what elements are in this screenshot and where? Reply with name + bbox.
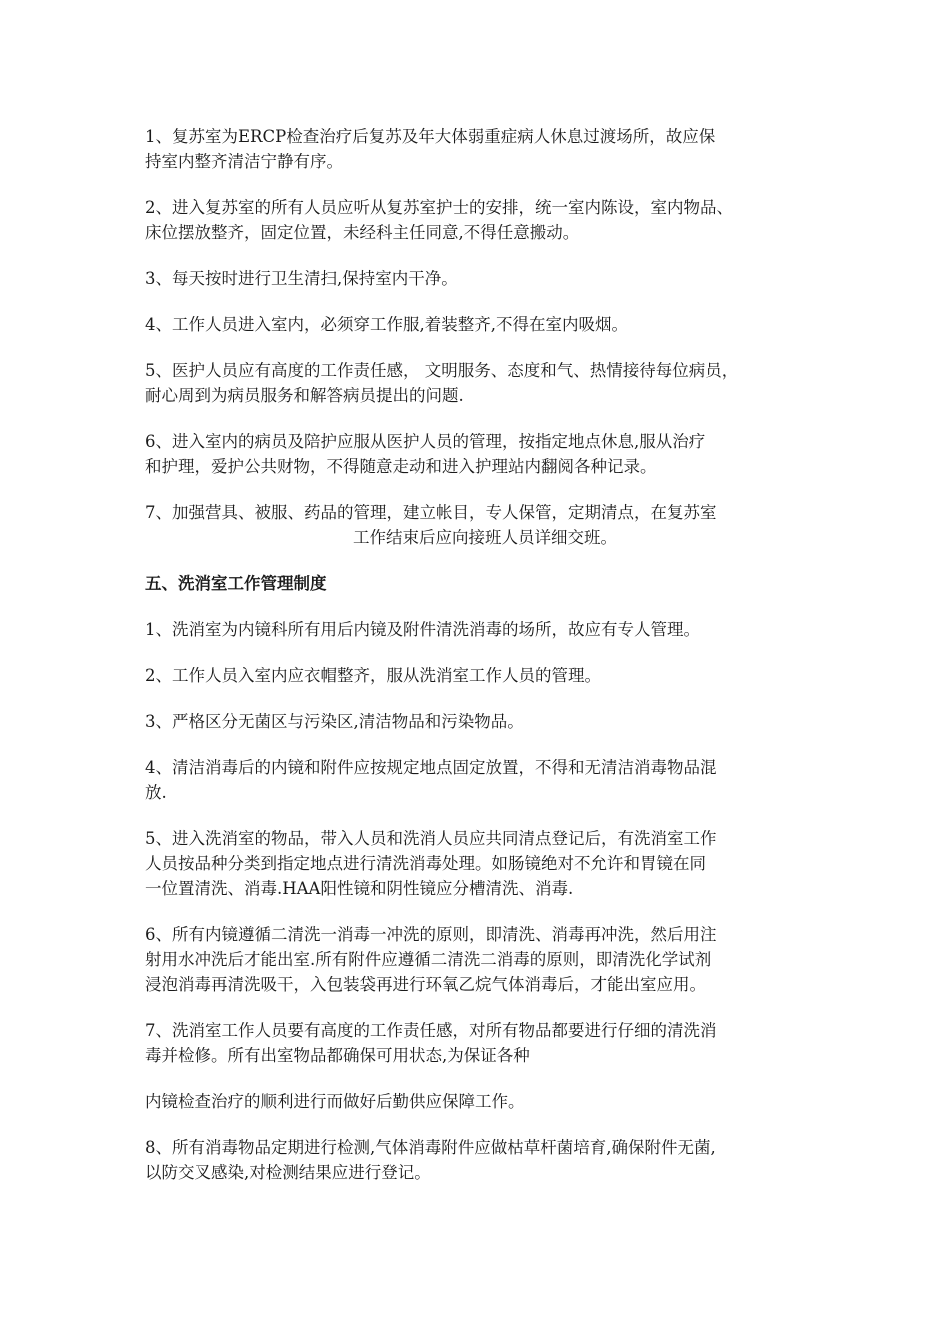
text-line: 一位置清洗、消毒.HAA阳性镜和阴性镜应分槽清洗、消毒. [145, 879, 574, 898]
rule-b-7 [145, 1018, 825, 1068]
text-line: 7、加强营具、被服、药品的管理，建立帐目，专人保管，定期清点，在复苏室 [145, 503, 717, 522]
rule-a-4 [145, 312, 825, 337]
text-line: 射用水冲洗后才能出室.所有附件应遵循二清洗二消毒的原则，即清洗化学试剂 [145, 950, 712, 969]
text-line: 4、工作人员进入室内，必须穿工作服,着装整齐,不得在室内吸烟。 [145, 315, 628, 334]
text-line: 床位摆放整齐，固定位置，未经科主任同意,不得任意搬动。 [145, 223, 580, 242]
section-heading: 五、洗消室工作管理制度 [145, 574, 327, 593]
rule-a-5 [145, 358, 825, 408]
text-line: 6、进入室内的病员及陪护应服从医护人员的管理，按指定地点休息,服从治疗 [145, 432, 706, 451]
rule-b-8 [145, 1135, 825, 1185]
rule-a-2 [145, 195, 825, 245]
rule-b-6 [145, 922, 825, 997]
text-line: 持室内整齐清洁宁静有序。 [145, 152, 343, 171]
text-line: 7、洗消室工作人员要有高度的工作责任感，对所有物品都要进行仔细的清洗消 [145, 1021, 717, 1040]
document-body [145, 124, 825, 1206]
text-line: 毒并检修。所有出室物品都确保可用状态,为保证各种 [145, 1046, 530, 1065]
text-line: 3、每天按时进行卫生清扫,保持室内干净。 [145, 269, 458, 288]
rule-b-3 [145, 709, 825, 734]
text-line: 2、进入复苏室的所有人员应听从复苏室护士的安排，统一室内陈设，室内物品、 [145, 198, 733, 217]
text-line: 工作结束后应向接班人员详细交班。 [353, 528, 617, 547]
rule-b-5 [145, 826, 825, 901]
rule-a-3 [145, 266, 825, 291]
rule-b-2 [145, 663, 825, 688]
text-line: 浸泡消毒再清洗吸干，入包装袋再进行环氧乙烷气体消毒后，才能出室应用。 [145, 975, 706, 994]
text-line: 8、所有消毒物品定期进行检测,气体消毒附件应做枯草杆菌培育,确保附件无菌, [145, 1138, 716, 1157]
text-line: 5、进入洗消室的物品，带入人员和洗消人员应共同清点登记后，有洗消室工作 [145, 829, 717, 848]
text-line: 和护理，爱护公共财物，不得随意走动和进入护理站内翻阅各种记录。 [145, 457, 657, 476]
text-line: 3、严格区分无菌区与污染区,清洁物品和污染物品。 [145, 712, 524, 731]
text-line: 内镜检查治疗的顺利进行而做好后勤供应保障工作。 [145, 1092, 525, 1111]
rule-a-6 [145, 429, 825, 479]
rule-b-1 [145, 617, 825, 642]
text-line: 耐心周到为病员服务和解答病员提出的问题. [145, 386, 464, 405]
text-line: 放. [145, 783, 167, 802]
text-line: 以防交叉感染,对检测结果应进行登记。 [145, 1163, 431, 1182]
rule-a-1 [145, 124, 825, 174]
text-line: 6、所有内镜遵循二清洗一消毒一冲洗的原则，即清洗、消毒再冲洗，然后用注 [145, 925, 717, 944]
rule-a-7 [145, 500, 825, 550]
text-line: 人员按品种分类到指定地点进行清洗消毒处理。如肠镜绝对不允许和胃镜在同 [145, 854, 706, 873]
rule-b-4 [145, 755, 825, 805]
rule-b-7-continued [145, 1089, 825, 1114]
text-line: 4、清洁消毒后的内镜和附件应按规定地点固定放置，不得和无清洁消毒物品混 [145, 758, 717, 777]
text-line: 2、工作人员入室内应衣帽整齐，服从洗消室工作人员的管理。 [145, 666, 601, 685]
text-line: 5、医护人员应有高度的工作责任感， 文明服务、态度和气、热情接待每位病员， [145, 361, 739, 380]
text-line: 1、复苏室为ERCP检查治疗后复苏及年大体弱重症病人休息过渡场所，故应保 [145, 127, 716, 146]
text-line: 1、洗消室为内镜科所有用后内镜及附件清洗消毒的场所，故应有专人管理。 [145, 620, 700, 639]
